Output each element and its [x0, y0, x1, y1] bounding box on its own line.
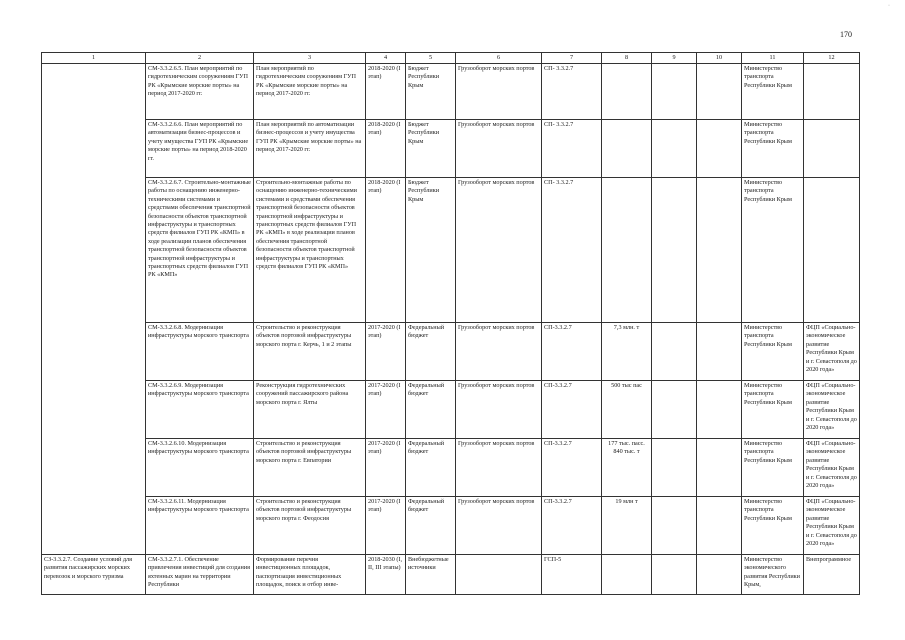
empty-cell: [697, 120, 742, 178]
goal-cell: СЗ-3.3.2.7. Создание условий для развития пассажирских морских перевозок и морского туризма: [42, 555, 146, 595]
indicator-cell: Грузооборот морских портов: [456, 497, 542, 555]
responsible-cell: Министерство экономического развития Республики Крым,: [742, 555, 804, 595]
empty-cell: [652, 120, 697, 178]
goal-cell-empty: [42, 64, 146, 555]
funding-cell: Внебюджетные источники: [406, 555, 456, 595]
table-row: [42, 381, 860, 439]
page-number: 170: [840, 30, 852, 39]
program-cell: ФЦП «Социально-экономическое развитие Республики Крым и г. Севастополя до 2020 года»: [804, 497, 860, 555]
activity-cell: Строительство и реконструкция объектов портовой инфраструктуры морского порта г. Евпатории: [254, 439, 366, 497]
measure-cell: СМ-3.3.2.6.10. Модернизация инфраструктуры морского транспорта: [146, 439, 254, 497]
empty-cell: [697, 323, 742, 381]
value-cell: [602, 64, 652, 120]
program-cell: Внепрограммное: [804, 555, 860, 595]
plan-table: [41, 52, 860, 595]
activity-cell: Строительство и реконструкция объектов портовой инфраструктуры морского порта г. Феодосия: [254, 497, 366, 555]
col-header: 5: [406, 53, 456, 64]
funding-cell: Бюджет Республики Крым: [406, 64, 456, 120]
activity-cell: Формирование перечня инвестиционных площадок, паспортизация инвестиционных площадок, поиск и отбор инве-: [254, 555, 366, 595]
empty-cell: [652, 381, 697, 439]
code-cell: СП-3.3.2.7: [542, 381, 602, 439]
measure-cell: СМ-3.3.2.7.1. Обеспечение привлечения инвестиций для создания яхтенных марин на территории Республики: [146, 555, 254, 595]
col-header: 9: [652, 53, 697, 64]
empty-cell: [697, 497, 742, 555]
period-cell: 2017-2020 (I этап): [366, 439, 406, 497]
period-cell: 2018-2020 (I этап): [366, 120, 406, 178]
value-cell: [602, 120, 652, 178]
code-cell: СП-3.3.2.7: [542, 497, 602, 555]
activity-cell: Строительство и реконструкция объектов портовой инфраструктуры морского порта г. Керчь, 1 и 2 этапы: [254, 323, 366, 381]
responsible-cell: Министерство транспорта Республики Крым: [742, 439, 804, 497]
funding-cell: Федеральный бюджет: [406, 381, 456, 439]
indicator-cell: [456, 555, 542, 595]
empty-cell: [697, 64, 742, 120]
activity-cell: Строительно-монтажные работы по оснащению инженерно-техническими системами и средствами обеспечения транспортной безопасности объектов транспортной инфраструктуры и транспортных средств филиалов ГУП РК «КМП» в ходе реализации планов обеспечения транспортной безопасности объектов транспортной инфраструктуры и транспортных средств филиалов ГУП РК «КМП»: [254, 178, 366, 323]
measure-cell: СМ-3.3.2.6.6. План мероприятий по автоматизации бизнес-процессов и учету имущества ГУП РК «Крымские морские порты» на период 2018-2020 гг.: [146, 120, 254, 178]
code-cell: ГСП-5: [542, 555, 602, 595]
empty-cell: [652, 497, 697, 555]
program-cell: [804, 64, 860, 120]
col-header: 10: [697, 53, 742, 64]
col-header: 7: [542, 53, 602, 64]
table-row: [42, 555, 860, 595]
table-row: [42, 497, 860, 555]
col-header: 4: [366, 53, 406, 64]
program-cell: ФЦП «Социально-экономическое развитие Республики Крым и г. Севастополя до 2020 года»: [804, 323, 860, 381]
empty-cell: [652, 64, 697, 120]
empty-cell: [697, 439, 742, 497]
measure-cell: СМ-3.3.2.6.11. Модернизация инфраструктуры морского транспорта: [146, 497, 254, 555]
funding-cell: Федеральный бюджет: [406, 497, 456, 555]
code-cell: СП- 3.3.2.7: [542, 178, 602, 323]
col-header: 1: [42, 53, 146, 64]
responsible-cell: Министерство транспорта Республики Крым: [742, 64, 804, 120]
table-row: [42, 323, 860, 381]
activity-cell: План мероприятий по гидротехническим сооружениям ГУП РК «Крымские морские порты» на период 2017-2020 гг.: [254, 64, 366, 120]
empty-cell: [697, 555, 742, 595]
table-row: [42, 178, 860, 323]
table-row: [42, 120, 860, 178]
responsible-cell: Министерство транспорта Республики Крым: [742, 323, 804, 381]
period-cell: 2017-2020 (I этап): [366, 323, 406, 381]
funding-cell: Бюджет Республики Крым: [406, 120, 456, 178]
empty-cell: [652, 439, 697, 497]
program-cell: ФЦП «Социально-экономическое развитие Республики Крым и г. Севастополя до 2020 года»: [804, 381, 860, 439]
indicator-cell: Грузооборот морских портов: [456, 323, 542, 381]
col-header: 2: [146, 53, 254, 64]
funding-cell: Бюджет Республики Крым: [406, 178, 456, 323]
measure-cell: СМ-3.3.2.6.5. План мероприятий по гидротехническим сооружениям ГУП РК «Крымские морские порты» на период 2017-2020 гг.: [146, 64, 254, 120]
funding-cell: Федеральный бюджет: [406, 323, 456, 381]
table-row: [42, 439, 860, 497]
value-cell: 177 тыс. пасс. 840 тыс. т: [602, 439, 652, 497]
program-cell: ФЦП «Социально-экономическое развитие Республики Крым и г. Севастополя до 2020 года»: [804, 439, 860, 497]
column-number-row: [42, 53, 860, 64]
responsible-cell: Министерство транспорта Республики Крым: [742, 497, 804, 555]
value-cell: 19 млн т: [602, 497, 652, 555]
indicator-cell: Грузооборот морских портов: [456, 64, 542, 120]
period-cell: 2018-2020 (I этап): [366, 64, 406, 120]
measure-cell: СМ-3.3.2.6.9. Модернизация инфраструктуры морского транспорта: [146, 381, 254, 439]
indicator-cell: Грузооборот морских портов: [456, 178, 542, 323]
value-cell: [602, 555, 652, 595]
period-cell: 2017-2020 (I этап): [366, 497, 406, 555]
activity-cell: План мероприятий по автоматизации бизнес-процессов и учету имущества ГУП РК «Крымские морские порты» на период 2017-2020 гг.: [254, 120, 366, 178]
funding-cell: Федеральный бюджет: [406, 439, 456, 497]
measure-cell: СМ-3.3.2.6.8. Модернизация инфраструктуры морского транспорта: [146, 323, 254, 381]
program-cell: [804, 120, 860, 178]
period-cell: 2017-2020 (I этап): [366, 381, 406, 439]
responsible-cell: Министерство транспорта Республики Крым: [742, 381, 804, 439]
value-cell: 7,3 млн. т: [602, 323, 652, 381]
col-header: 8: [602, 53, 652, 64]
col-header: 6: [456, 53, 542, 64]
period-cell: 2018-2030 (I, II, III этапы): [366, 555, 406, 595]
col-header: 12: [804, 53, 860, 64]
empty-cell: [652, 323, 697, 381]
code-cell: СП-3.3.2.7: [542, 439, 602, 497]
indicator-cell: Грузооборот морских портов: [456, 381, 542, 439]
value-cell: [602, 178, 652, 323]
measure-cell: СМ-3.3.2.6.7. Строительно-монтажные работы по оснащению инженерно-техническими системами и средствами обеспечения транспортной безопасности объектов транспортной инфраструктуры и транспортных средств филиалов ГУП РК «КМП» в ходе реализации планов обеспечения транспортной безопасности объектов транспортной инфраструктуры и транспортных средств филиалов ГУП РК «КМП»: [146, 178, 254, 323]
empty-cell: [697, 178, 742, 323]
period-cell: 2018-2020 (I этап): [366, 178, 406, 323]
empty-cell: [697, 381, 742, 439]
activity-cell: Реконструкция гидротехнических сооружений пассажирского района морского порта г. Ялты: [254, 381, 366, 439]
indicator-cell: Грузооборот морских портов: [456, 120, 542, 178]
responsible-cell: Министерство транспорта Республики Крым: [742, 120, 804, 178]
corner-mark: ·: [888, 3, 890, 9]
empty-cell: [652, 555, 697, 595]
empty-cell: [652, 178, 697, 323]
col-header: 3: [254, 53, 366, 64]
code-cell: СП- 3.3.2.7: [542, 64, 602, 120]
indicator-cell: Грузооборот морских портов: [456, 439, 542, 497]
col-header: 11: [742, 53, 804, 64]
code-cell: СП-3.3.2.7: [542, 323, 602, 381]
code-cell: СП- 3.3.2.7: [542, 120, 602, 178]
program-cell: [804, 178, 860, 323]
table-row: [42, 64, 860, 120]
responsible-cell: Министерство транспорта Республики Крым: [742, 178, 804, 323]
value-cell: 500 тыс пас: [602, 381, 652, 439]
